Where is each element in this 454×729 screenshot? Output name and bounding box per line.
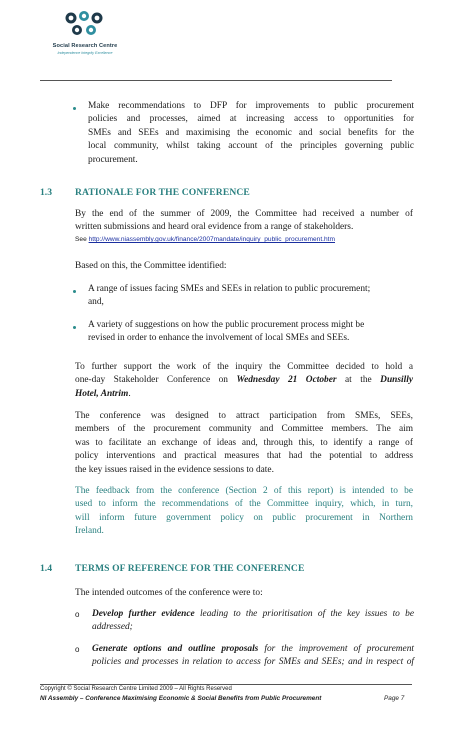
- bullet-icon: [73, 107, 76, 110]
- text-line: Make recommendations to DFP for improvements to public procurement: [88, 101, 414, 111]
- list-marker: o: [75, 610, 80, 619]
- see-reference: [75, 235, 335, 244]
- paragraph-conference-design: [75, 410, 413, 477]
- header-divider: [40, 80, 392, 81]
- see-label: See: [75, 236, 87, 243]
- text-line: written submissions and heard oral evidence from a range of stakeholders.: [75, 222, 354, 233]
- paragraph-feedback: [75, 485, 413, 539]
- section-number: 1.3: [40, 187, 52, 198]
- text-line: SMEs and SEEs and maximising the economic and social benefits for the: [88, 127, 414, 138]
- footer-document-title: NI Assembly – Conference Maximising Economic & Social Benefits from Public Procurement: [40, 695, 322, 702]
- text-line: The conference was designed to attract participation from SMEs, SEEs,: [75, 411, 413, 421]
- conference-venue: Dunsilly: [380, 375, 413, 386]
- text-line: Generate options and outline proposals for the improvement of procurement: [92, 644, 414, 654]
- text-line: revised in order to enhance the involvement of local SMEs and SEEs.: [88, 333, 350, 344]
- text-line: A range of issues facing SMEs and SEEs in relation to public procurement;: [88, 284, 371, 294]
- paragraph-evidence: [75, 208, 413, 235]
- bullet-recommendations: [88, 100, 414, 167]
- text-line: used to inform the recommendations of the Committee inquiry, which, in turn,: [75, 499, 413, 510]
- footer-copyright: Copyright © Social Research Centre Limited 2009 – All Rights Reserved: [40, 686, 232, 692]
- inquiry-link[interactable]: http://www.niassembly.gov.uk/finance/2007mandate/inquiry_public_procurement.htm: [88, 236, 335, 243]
- text-line: procurement.: [88, 154, 138, 165]
- text-line: local community, whilst taking account of the principles governing public: [88, 141, 414, 152]
- social-research-centre-logo: [40, 10, 130, 68]
- outcome-bold: Develop further evidence: [92, 609, 195, 619]
- text-line: policies and processes in relation to access for SMEs and SEEs; and in respect of: [92, 657, 414, 668]
- text-line: one-day Stakeholder Conference on Wednesday 21 October at the Dunsilly: [75, 375, 413, 386]
- bullet-suggestions: [88, 319, 414, 346]
- text-line: To further support the work of the inquiry the Committee decided to hold a: [75, 362, 413, 372]
- text-line: Develop further evidence leading to the prioritisation of the key issues to be: [92, 609, 414, 619]
- bullet-issues: [88, 283, 414, 310]
- text-line: was to facilitate an exchange of ideas and, through this, to identify a range of: [75, 437, 413, 448]
- paragraph-conference-date: [75, 361, 413, 401]
- conference-date: Wednesday 21 October: [236, 375, 337, 386]
- text-line: policy interventions and practical measures that had the potential to address: [75, 451, 413, 462]
- text-line: the key issues raised in the evidence sessions to date.: [75, 464, 274, 475]
- section-heading: RATIONALE FOR THE CONFERENCE: [75, 187, 250, 198]
- outcome-item-evidence: [92, 608, 414, 635]
- paragraph-identified: Based on this, the Committee identified:: [75, 261, 227, 271]
- logo-name: Social Research Centre: [52, 43, 118, 49]
- section-heading: TERMS OF REFERENCE FOR THE CONFERENCE: [75, 563, 305, 574]
- footer-divider: [40, 684, 412, 685]
- outcome-bold: Generate options and outline proposals: [92, 644, 259, 654]
- text-line: members of the procurement community and Committee members. The aim: [75, 424, 413, 435]
- bullet-icon: [73, 326, 76, 329]
- logo-tagline: Independence Integrity Excellence: [57, 51, 113, 55]
- text-line: will inform future government policy on public procurement in Northern: [75, 512, 413, 523]
- paragraph-outcomes-intro: The intended outcomes of the conference were to:: [75, 588, 263, 598]
- section-number: 1.4: [40, 563, 52, 574]
- list-marker: o: [75, 645, 80, 654]
- outcome-item-options: [92, 643, 414, 670]
- footer-page-number: Page 7: [384, 695, 405, 702]
- text-line: policies and processes, aimed at increasing access to opportunities for: [88, 114, 414, 125]
- conference-venue-cont: Hotel, Antrim: [75, 388, 129, 399]
- bullet-icon: [73, 290, 76, 293]
- text-line: and,: [88, 297, 104, 308]
- text-line: Ireland.: [75, 526, 104, 537]
- text-line: addressed;: [92, 622, 133, 633]
- text-line: By the end of the summer of 2009, the Committee had received a number of: [75, 209, 413, 219]
- text-line: Hotel, Antrim.: [75, 388, 131, 399]
- logo-mark-icon: [62, 10, 106, 40]
- text-line: The feedback from the conference (Section 2 of this report) is intended to be: [75, 486, 413, 496]
- text-line: A variety of suggestions on how the public procurement process might be: [88, 320, 365, 330]
